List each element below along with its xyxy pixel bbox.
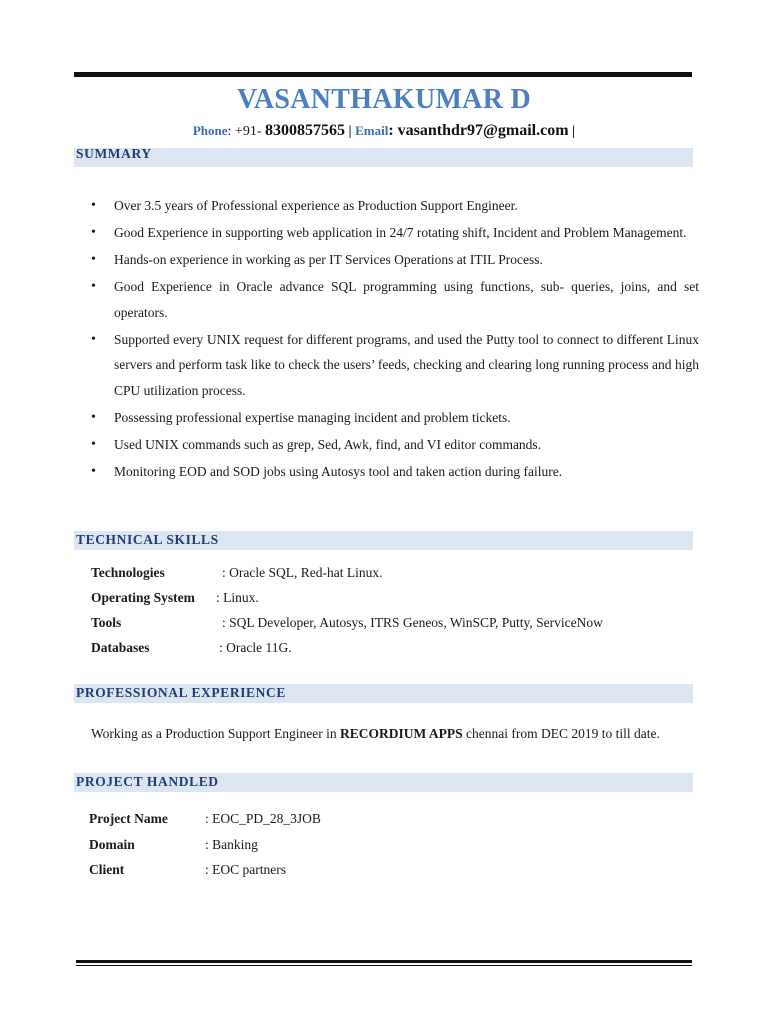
list-item: • Good Experience in supporting web application in 24/7 rotating shift, Incident and Problem Management. — [91, 220, 699, 246]
contact-line — [0, 122, 768, 140]
section-title: TECHNICAL SKILLS — [76, 532, 219, 547]
phone-number: 8300857565 — [264, 122, 345, 139]
project-handled-section-header — [74, 773, 693, 792]
email-label: Email — [355, 123, 389, 138]
contact-separator-end: | — [568, 124, 576, 139]
list-item: • Hands-on experience in working as per IT Services Operations at ITIL Process. — [91, 247, 699, 273]
bottom-rule — [76, 960, 692, 963]
project-row-domain — [89, 837, 258, 853]
skill-row-operating-system — [91, 590, 259, 606]
contact-separator: | — [344, 124, 356, 139]
project-value: : Banking — [205, 837, 258, 852]
list-item: • Good Experience in Oracle advance SQL programming using functions, sub- queries, joins, and set operators. — [91, 274, 699, 325]
project-row-name — [89, 811, 321, 827]
top-rule — [74, 72, 692, 77]
skill-row-tools — [91, 615, 603, 631]
summary-list — [91, 193, 699, 486]
project-key: Domain — [89, 837, 135, 852]
list-item: • Possessing professional expertise managing incident and problem tickets. — [91, 405, 699, 431]
experience-text-post: chennai from DEC 2019 to till date. — [462, 726, 660, 741]
skill-row-databases — [91, 640, 292, 656]
section-title: PROFESSIONAL EXPERIENCE — [76, 685, 286, 700]
skill-key: Databases — [91, 640, 150, 655]
project-key: Client — [89, 862, 125, 877]
email-address: vasanthdr97@gmail.com — [397, 122, 569, 139]
experience-paragraph — [74, 725, 690, 742]
professional-experience-section-header — [74, 684, 693, 703]
section-title: SUMMARY — [76, 146, 152, 161]
candidate-name: VASANTHAKUMAR D — [236, 84, 532, 115]
skill-key: Operating System — [91, 590, 195, 605]
project-key: Project Name — [89, 811, 168, 826]
summary-section-header — [74, 148, 693, 167]
bottom-rule-thin — [76, 965, 692, 966]
list-item: • Used UNIX commands such as grep, Sed, Awk, find, and VI editor commands. — [91, 432, 699, 458]
skill-key: Tools — [91, 615, 122, 630]
list-item: • Over 3.5 years of Professional experience as Production Support Engineer. — [91, 193, 699, 219]
email-colon: : — [388, 122, 398, 139]
list-item: • Monitoring EOD and SOD jobs using Autosys tool and taken action during failure. — [91, 459, 699, 485]
skill-value: : SQL Developer, Autosys, ITRS Geneos, WinSCP, Putty, ServiceNow — [222, 615, 603, 630]
skill-row-technologies — [91, 565, 383, 581]
list-item: • Supported every UNIX request for different programs, and used the Putty tool to connect to different Linux servers and perform task like to check the users’ feeds, checking and clearing long running process and high CPU utilization process. — [91, 327, 699, 404]
phone-label: Phone — [192, 123, 228, 138]
technical-skills-section-header — [74, 531, 693, 550]
project-row-client — [89, 862, 286, 878]
skill-value: : Linux. — [216, 590, 259, 605]
skill-value: : Oracle 11G. — [219, 640, 292, 655]
experience-text-pre: Working as a Production Support Engineer in — [91, 726, 340, 741]
skill-value: : Oracle SQL, Red-hat Linux. — [222, 565, 383, 580]
project-value: : EOC partners — [205, 862, 286, 877]
skill-key: Technologies — [91, 565, 165, 580]
project-value: : EOC_PD_28_3JOB — [205, 811, 321, 826]
phone-prefix: : +91- — [227, 124, 265, 139]
section-title: PROJECT HANDLED — [76, 774, 219, 789]
company-name: RECORDIUM APPS — [340, 726, 463, 741]
